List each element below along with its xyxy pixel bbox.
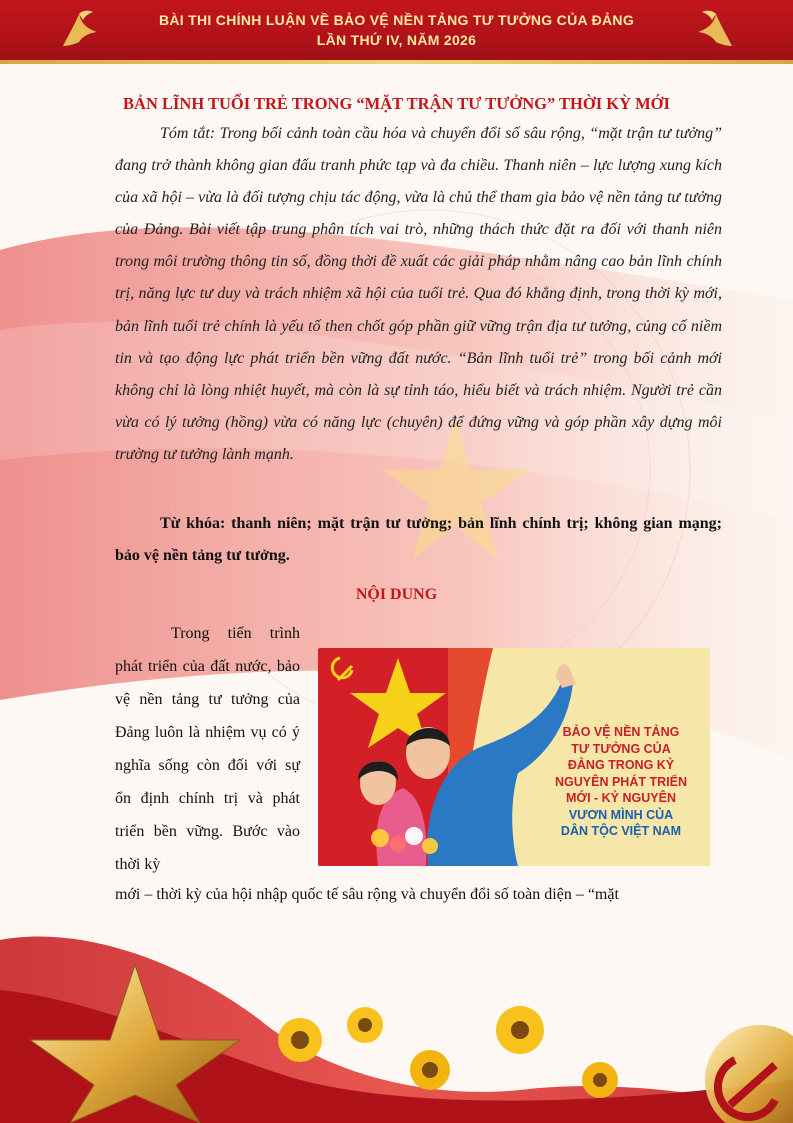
- header-divider: [0, 60, 793, 64]
- poster-slogan: [536, 724, 706, 840]
- poster-line: VƯƠN MÌNH CỦA: [568, 807, 674, 822]
- body-paragraph-continued: mới – thời kỳ của hội nhập quốc tế sâu rộng và chuyển đổi số toàn diện – “mặt: [115, 886, 619, 903]
- hammer-sickle-icon: [705, 1025, 793, 1123]
- poster-line: ĐẢNG TRONG KỶ: [567, 758, 675, 772]
- poster-line: TƯ TƯỞNG CỦA: [571, 741, 671, 756]
- header-title-line-1: BÀI THI CHÍNH LUẬN VỀ BẢO VỆ NỀN TẢNG TƯ TƯỞNG CỦA ĐẢNG: [158, 12, 635, 28]
- article-abstract: Tóm tắt: Trong bối cảnh toàn cầu hóa và chuyển đổi số sâu rộng, “mặt trận tư tưởng” đang trở thành không gian đấu tranh phức tạp và đa chiều. Thanh niên – lực lượng xung kích của xã hội – vừa là đối tượng chịu tác động, vừa là chủ thể tham gia bảo vệ nền tảng tư tưởng của Đảng. Bài viết tập trung phân tích vai trò, những thách thức đặt ra đối với thanh niên trong môi trường thông tin số, đồng thời đề xuất các giải pháp nhằm nâng cao bản lĩnh chính trị, năng lực tư duy và trách nhiệm xã hội của tuổi trẻ. Qua đó khẳng định, trong thời kỳ mới, bản lĩnh tuổi trẻ chính là yếu tố then chốt góp phần giữ vững trận địa tư tưởng, củng cố niềm tin và tạo động lực phát triển bền vững đất nước. “Bản lĩnh tuổi trẻ” trong bối cảnh mới không chỉ là lòng nhiệt huyết, mà còn là sự tỉnh táo, hiểu biết và trách nhiệm. Người trẻ cần vừa có lý tưởng (hồng) vừa có năng lực (chuyên) để đứng vững và góp phần xây dựng môi trường tư tưởng lành mạnh.: [115, 125, 722, 463]
- article-title: BẢN LĨNH TUỔI TRẺ TRONG “MẶT TRẬN TƯ TƯỞNG” THỜI KỲ MỚI: [123, 94, 670, 113]
- section-title: NỘI DUNG: [355, 586, 438, 603]
- body-paragraph-wrapped: Trong tiến trình phát triển của đất nước, bảo vệ nền tảng tư tưởng của Đảng luôn là nhiệm vụ có ý nghĩa sống còn đối với sự ổn định chính trị và phát triển bền vững. Bước vào thời kỳ: [115, 625, 300, 873]
- header-banner: [0, 0, 793, 64]
- poster-line: DÂN TỘC VIỆT NAM: [560, 824, 682, 838]
- poster-line: MỚI - KỶ NGUYÊN: [566, 791, 676, 805]
- article-keywords: Từ khóa: thanh niên; mặt trận tư tưởng; bản lĩnh chính trị; không gian mạng; bảo vệ nền tảng tư tưởng.: [115, 515, 722, 564]
- propaganda-poster: [318, 648, 710, 866]
- header-title-line-2: LẦN THỨ IV, NĂM 2026: [316, 32, 477, 48]
- footer-decoration: [0, 930, 793, 1123]
- poster-line: BẢO VỆ NỀN TẢNG: [562, 725, 680, 739]
- poster-line: NGUYÊN PHÁT TRIỂN: [555, 774, 687, 789]
